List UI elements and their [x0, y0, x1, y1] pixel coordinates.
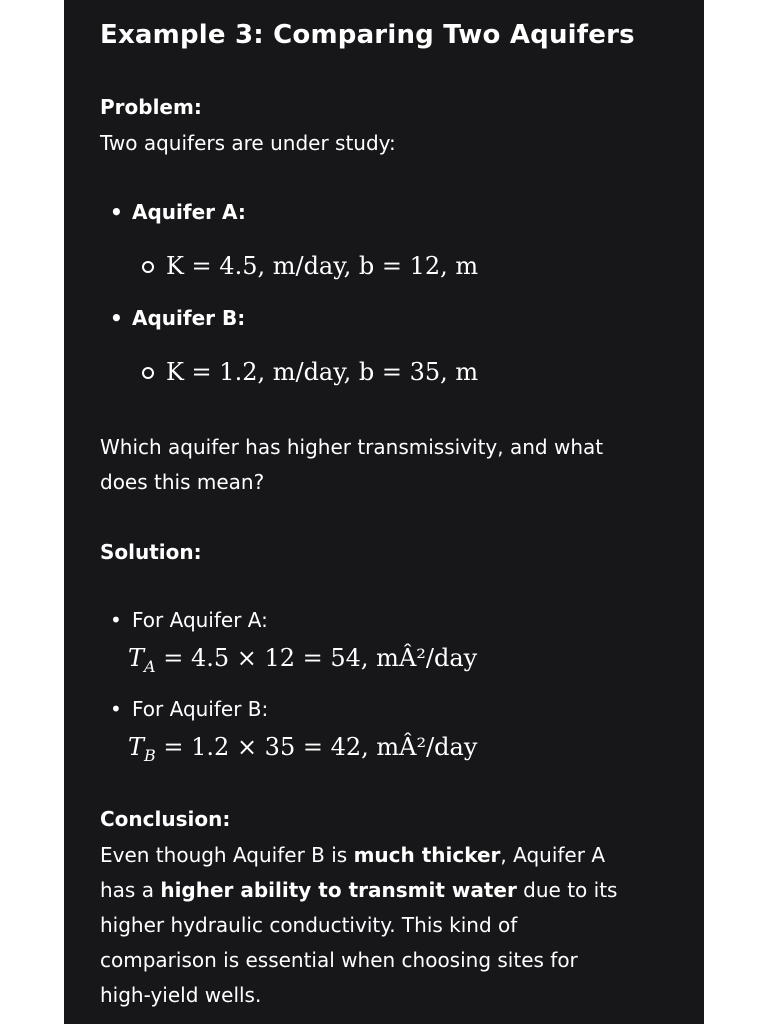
- formula-rhs: = 4.5 × 12 = 54, mÂ²/day: [155, 644, 478, 672]
- conclusion-emphasis: higher ability to transmit water: [160, 878, 517, 902]
- formula-subscript: B: [144, 745, 156, 765]
- problem-heading: Problem:: [100, 95, 202, 119]
- question: [100, 430, 603, 500]
- conclusion-text: , Aquifer A: [500, 843, 606, 867]
- problem-intro: Two aquifers are under study:: [100, 131, 396, 155]
- conclusion-text: has a: [100, 878, 161, 902]
- conclusion-line: comparison is essential when choosing sites for: [100, 948, 578, 972]
- bullet-icon: •: [110, 608, 122, 632]
- solution-a-item: [110, 608, 268, 632]
- bullet-icon: •: [110, 697, 122, 721]
- aquifer-b-params: [142, 358, 478, 386]
- conclusion-body: [100, 838, 617, 1013]
- conclusion-heading: Conclusion:: [100, 807, 231, 831]
- solution-b-label: For Aquifer B:: [132, 697, 269, 721]
- hollow-bullet-icon: [142, 367, 154, 379]
- transmissivity-symbol: T: [128, 733, 145, 761]
- document-page: [64, 0, 704, 1024]
- formula-subscript: A: [144, 656, 156, 676]
- conclusion-emphasis: much thicker: [353, 843, 501, 867]
- conclusion-line: [100, 838, 617, 873]
- question-line-2: does this mean?: [100, 470, 265, 494]
- aquifer-b-formula: K = 1.2, m/day, b = 35, m: [166, 358, 479, 386]
- bullet-icon: •: [110, 200, 123, 224]
- question-line-1: Which aquifer has higher transmissivity, and what: [100, 435, 604, 459]
- conclusion-line: high-yield wells.: [100, 983, 262, 1007]
- solution-a-formula: [128, 644, 477, 676]
- transmissivity-symbol: T: [128, 644, 145, 672]
- aquifer-a-label: Aquifer A:: [132, 200, 246, 224]
- aquifer-a-params: [142, 252, 478, 280]
- conclusion-text: due to its: [516, 878, 618, 902]
- hollow-bullet-icon: [142, 261, 154, 273]
- aquifer-a-item: [110, 200, 246, 224]
- conclusion-text: Even though Aquifer B is: [100, 843, 354, 867]
- formula-rhs: = 1.2 × 35 = 42, mÂ²/day: [155, 733, 478, 761]
- aquifer-b-label: Aquifer B:: [132, 306, 246, 330]
- page-title: Example 3: Comparing Two Aquifers: [100, 20, 635, 50]
- solution-a-label: For Aquifer A:: [132, 608, 268, 632]
- solution-b-formula: [128, 733, 477, 765]
- solution-b-item: [110, 697, 268, 721]
- aquifer-b-item: [110, 306, 245, 330]
- conclusion-line: higher hydraulic conductivity. This kind of: [100, 913, 518, 937]
- bullet-icon: •: [110, 306, 123, 330]
- solution-heading: Solution:: [100, 540, 202, 564]
- aquifer-a-formula: K = 4.5, m/day, b = 12, m: [166, 252, 479, 280]
- conclusion-line: [100, 873, 617, 908]
